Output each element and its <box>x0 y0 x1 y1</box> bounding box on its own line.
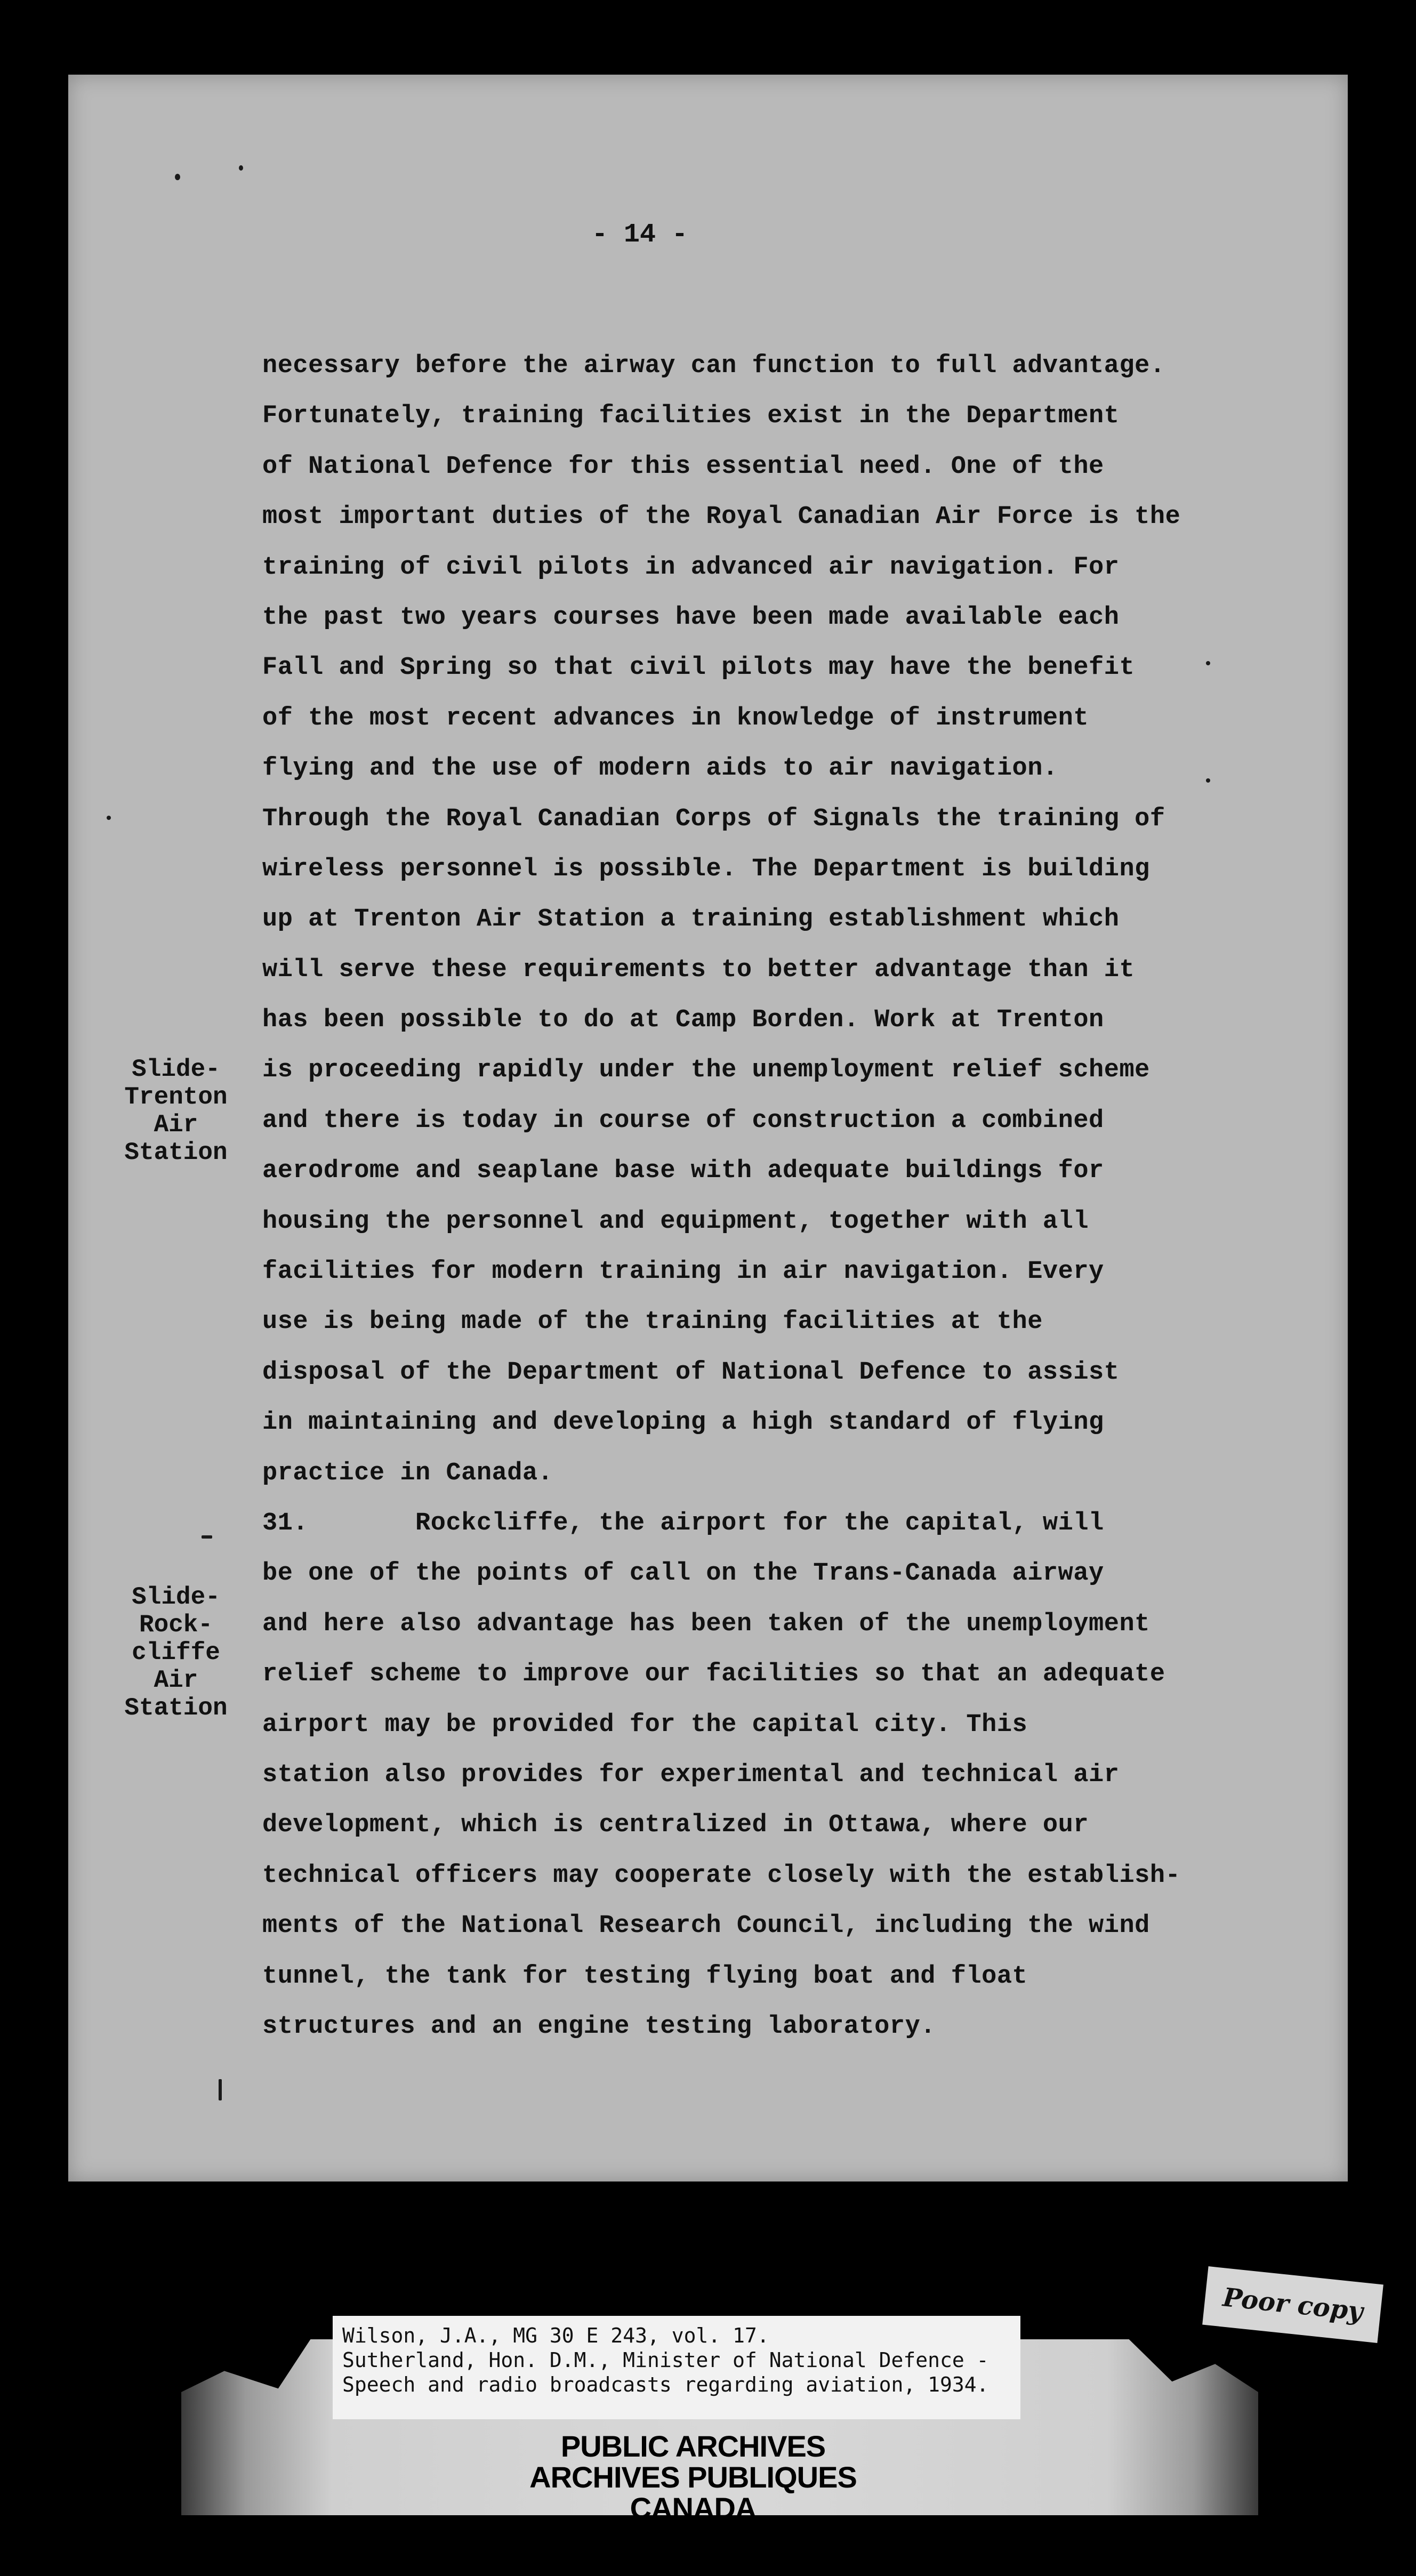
text-line: housing the personnel and equipment, together with all <box>262 1207 1089 1236</box>
text-line: necessary before the airway can function to full advantage. <box>262 352 1165 380</box>
text-line: of the most recent advances in knowledge of instrument <box>262 704 1089 732</box>
text-line: aerodrome and seaplane base with adequate buildings for <box>262 1157 1104 1186</box>
margin-note-line: Slide- <box>132 1583 220 1611</box>
text-line: 31. Rockcliffe, the airport for the capital, will <box>262 1509 1104 1537</box>
text-line: use is being made of the training facilities at the <box>262 1308 1043 1337</box>
margin-note-line: Slide- <box>132 1056 220 1083</box>
public-archives-stamp <box>480 2431 906 2524</box>
text-line: the past two years courses have been made available each <box>262 603 1120 632</box>
text-line: flying and the use of modern aids to air navigation. <box>262 754 1058 783</box>
archive-label-line: Sutherland, Hon. D.M., Minister of National Defence - <box>342 2348 989 2372</box>
text-line: Fortunately, training facilities exist in the Department <box>262 402 1120 431</box>
text-line: disposal of the Department of National Defence to assist <box>262 1358 1120 1387</box>
text-line: be one of the points of call on the Trans-Canada airway <box>262 1559 1104 1588</box>
paper-speck <box>107 816 111 820</box>
paper-speck <box>219 2079 222 2100</box>
page-number: - 14 - <box>591 220 688 250</box>
text-line: has been possible to do at Camp Borden. Work at Trenton <box>262 1006 1104 1035</box>
text-line: training of civil pilots in advanced air navigation. For <box>262 553 1120 582</box>
paper-speck <box>175 174 180 180</box>
text-line: airport may be provided for the capital city. This <box>262 1710 1028 1739</box>
text-line: up at Trenton Air Station a training establishment which <box>262 905 1120 934</box>
archive-label-line: Wilson, J.A., MG 30 E 243, vol. 17. <box>342 2324 769 2347</box>
margin-note-line: Rock- <box>139 1611 213 1639</box>
margin-note-rockcliffe-slide <box>107 1583 245 1722</box>
poor-copy-tag: Poor copy <box>1202 2266 1383 2343</box>
stamp-line: ARCHIVES PUBLIQUES <box>529 2460 857 2494</box>
text-line: wireless personnel is possible. The Department is building <box>262 855 1150 883</box>
text-line: will serve these requirements to better advantage than it <box>262 955 1135 984</box>
text-line: facilities for modern training in air navigation. Every <box>262 1258 1104 1286</box>
paper-speck <box>202 1535 212 1539</box>
text-line: Through the Royal Canadian Corps of Signals the training of <box>262 804 1165 833</box>
text-line: ments of the National Research Council, including the wind <box>262 1912 1150 1941</box>
text-line: structures and an engine testing laboratory. <box>262 2012 936 2041</box>
text-line: practice in Canada. <box>262 1459 553 1487</box>
text-line: in maintaining and developing a high standard of flying <box>262 1408 1104 1437</box>
text-line: and here also advantage has been taken of the unemployment <box>262 1609 1150 1638</box>
stamp-line: PUBLIC ARCHIVES <box>560 2429 826 2463</box>
text-line: is proceeding rapidly under the unemployment relief scheme <box>262 1056 1150 1085</box>
stamp-line: CANADA <box>630 2491 757 2525</box>
paper-speck <box>239 165 243 171</box>
body-text <box>262 341 1275 2052</box>
text-line: of National Defence for this essential need. One of the <box>262 452 1104 481</box>
archive-reference-label <box>333 2316 1020 2419</box>
margin-note-line: Air <box>154 1111 198 1139</box>
margin-note-line: Station <box>124 1694 228 1722</box>
archive-label-line: Speech and radio broadcasts regarding aviation, 1934. <box>342 2373 989 2396</box>
text-line: most important duties of the Royal Canadian Air Force is the <box>262 503 1181 532</box>
margin-note-line: cliffe <box>132 1639 220 1667</box>
text-line: and there is today in course of construction a combined <box>262 1106 1104 1135</box>
margin-note-line: Trenton <box>124 1083 228 1111</box>
margin-note-line: Air <box>154 1667 198 1694</box>
text-line: Fall and Spring so that civil pilots may have the benefit <box>262 654 1135 682</box>
margin-note-line: Station <box>124 1139 228 1166</box>
text-line: development, which is centralized in Ottawa, where our <box>262 1811 1089 1840</box>
margin-note-trenton-slide <box>107 1056 245 1166</box>
text-line: relief scheme to improve our facilities so that an adequate <box>262 1660 1165 1689</box>
text-line: station also provides for experimental and technical air <box>262 1760 1120 1789</box>
text-line: tunnel, the tank for testing flying boat and float <box>262 1962 1028 1991</box>
text-line: technical officers may cooperate closely with the establish- <box>262 1861 1181 1890</box>
